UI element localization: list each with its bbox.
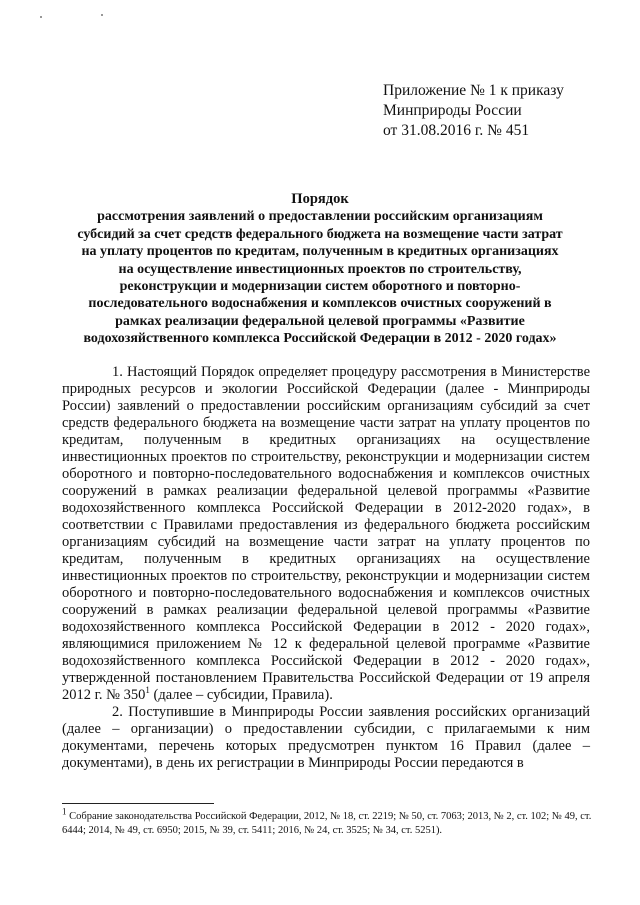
paragraph-text: (далее – субсидии, Правила).: [149, 687, 333, 703]
title-heading: Порядок: [291, 191, 349, 207]
footnote-text: Собрание законодательства Российской Федерации, 2012, № 18, ст. 2219; № 50, ст. 7063; 2013, № 2, ст. 102; № 49, ст. 6444; 2014, № 49, ст. 6950; 2015, № 39, ст. 5411; 2016, № 24, ст. 3525; № 34, ст. 5251).: [62, 811, 592, 836]
footnote-marker: 1: [62, 806, 67, 817]
footnote-reference: 1: [145, 685, 150, 696]
paragraph-1: [62, 364, 590, 704]
title-line: последовательного водоснабжения и комплексов очистных сооружений в: [88, 296, 552, 312]
footnote-divider: [62, 803, 214, 804]
title-line: рамках реализации федеральной целевой программы «Развитие: [115, 313, 525, 329]
title-line: на осуществление инвестиционных проектов по строительству,: [118, 261, 522, 277]
title-line: рассмотрения заявлений о предоставлении российским организациям: [97, 209, 543, 225]
appendix-line: Минприроды России: [383, 102, 522, 119]
paragraph-text: 1. Настоящий Порядок определяет процедуру рассмотрения в Министерстве природных ресурсов и экологии Российской Федерации (далее - Минприроды России) заявлений о предоставлении российским организациям субсидий за счет средств федерального бюджета на возмещение части затрат на уплату процентов по кредитам, полученным в кредитных организациях на осуществление инвестиционных проектов по строительству, реконструкции и модернизации систем оборотного и повторно-последовательного водоснабжения и комплексов очистных сооружений в рамках реализации федеральной целевой программы «Развитие водохозяйственного комплекса Российской Федерации в 2012-2020 годах», в соответствии с Правилами предоставления из федерального бюджета российским организациям субсидий на возмещение части затрат на уплату процентов по кредитам, полученным в кредитных организациях на осуществление инвестиционных проектов по строительству, реконструкции и модернизации систем оборотного и повторно-последовательного водоснабжения и комплексов очистных сооружений в рамках реализации федеральной целевой программы «Развитие водохозяйственного комплекса Российской Федерации в 2012 - 2020 годах», являющимися приложением № 12 к федеральной целевой программе «Развитие водохозяйственного комплекса Российской Федерации в 2012 - 2020 годах», утвержденной постановлением Правительства Российской Федерации от 19 апреля 2012 г. № 350: [62, 364, 590, 703]
document-title: [50, 191, 590, 348]
title-line: субсидий за счет средств федерального бюджета на возмещение части затрат: [77, 226, 563, 242]
scan-speck: [101, 14, 103, 16]
title-line: реконструкции и модернизации систем оборотного и повторно-: [119, 279, 521, 295]
title-line: на уплату процентов по кредитам, полученным в кредитных организациях: [81, 244, 559, 260]
title-line: водохозяйственного комплекса Российской Федерации в 2012 - 2020 годах»: [83, 331, 557, 347]
scan-speck: [40, 16, 42, 18]
appendix-line: Приложение № 1 к приказу: [383, 82, 564, 99]
appendix-header: [383, 81, 564, 141]
appendix-line: от 31.08.2016 г. № 451: [383, 122, 530, 139]
paragraph-2: 2. Поступившие в Минприроды России заявления российских организаций (далее – организации) о предоставлении субсидии, с прилагаемыми к ним документами, перечень которых предусмотрен пунктом 16 Правил (далее – документами), в день их регистрации в Минприроды России передаются в: [62, 704, 590, 771]
footnote: [62, 806, 592, 838]
document-body: [62, 364, 590, 772]
